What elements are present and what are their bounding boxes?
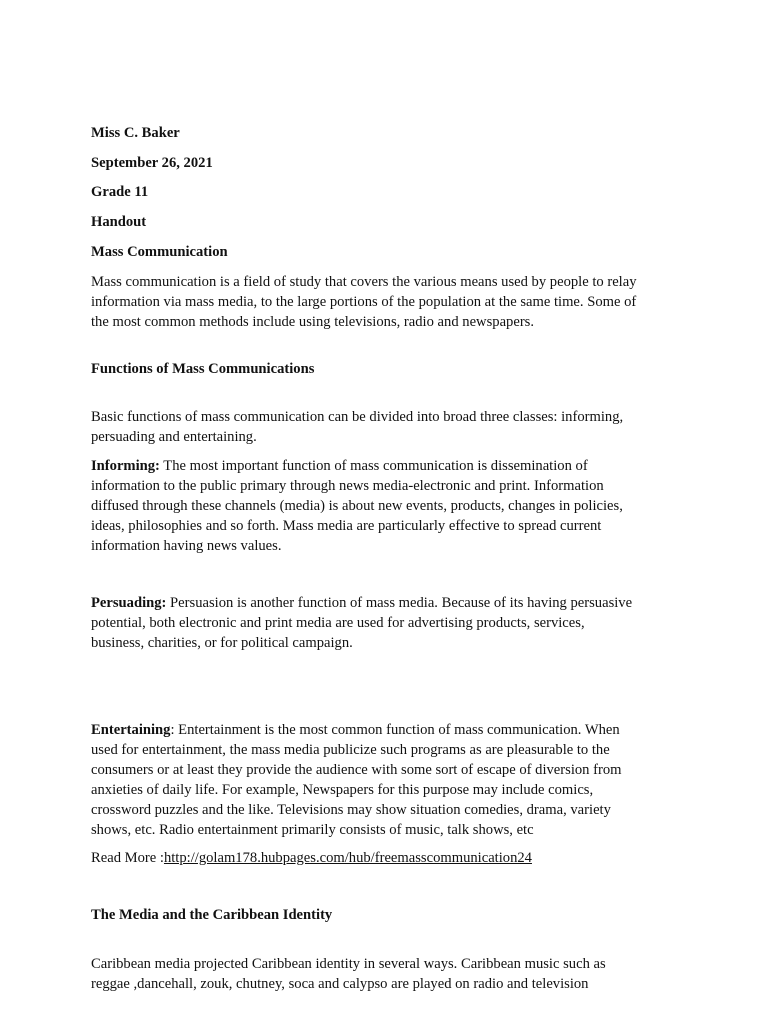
grade-level: Grade 11 (91, 184, 149, 200)
paragraph-line: persuading and entertaining. (91, 429, 257, 445)
document-type: Handout (91, 214, 147, 230)
read-more-line (91, 848, 532, 868)
paragraph-line: Basic functions of mass communication can be divided into broad three classes: informing, (91, 409, 624, 425)
paragraph-line: consumers or at least they provide the audience with some sort of escape of diversion from (91, 762, 622, 778)
handout-date: September 26, 2021 (91, 155, 213, 171)
entertaining-paragraph (91, 720, 661, 840)
paragraph-line: information having news values. (91, 538, 282, 554)
document-title: Mass Communication (91, 244, 228, 260)
paragraph-line: information to the public primary through news media-electronic and print. Information (91, 478, 604, 494)
paragraph-line: the most common methods include using televisions, radio and newspapers. (91, 314, 535, 330)
intro-paragraph (91, 272, 661, 332)
paragraph-line: The most important function of mass communication is dissemination of (159, 458, 588, 474)
entertaining-label: Entertaining (91, 722, 171, 738)
author-name: Miss C. Baker (91, 125, 180, 141)
persuading-paragraph (91, 593, 661, 653)
persuading-label: Persuading: (91, 595, 167, 611)
paragraph-line: ideas, philosophies and so forth. Mass media are particularly effective to spread current (91, 518, 602, 534)
functions-heading: Functions of Mass Communications (91, 361, 315, 377)
paragraph-line: diffused through these channels (media) is about new events, products, changes in policies, (91, 498, 623, 514)
paragraph-line: : Entertainment is the most common function of mass communication. When (170, 722, 620, 738)
paragraph-line: Mass communication is a field of study that covers the various means used by people to relay (91, 274, 637, 290)
functions-intro-paragraph (91, 407, 661, 447)
informing-paragraph (91, 456, 661, 556)
read-more-link[interactable]: http://golam178.hubpages.com/hub/freemasscommunication24 (163, 850, 532, 866)
paragraph-line: potential, both electronic and print media are used for advertising products, services, (91, 615, 585, 631)
read-more-label: Read More : (91, 850, 164, 866)
paragraph-line: used for entertainment, the mass media publicize such programs as are pleasurable to the (91, 742, 610, 758)
paragraph-line: shows, etc. Radio entertainment primarily consists of music, talk shows, etc (91, 822, 534, 838)
paragraph-line: Persuasion is another function of mass media. Because of its having persuasive (166, 595, 633, 611)
caribbean-heading: The Media and the Caribbean Identity (91, 907, 333, 923)
paragraph-line: anxieties of daily life. For example, Newspapers for this purpose may include comics, (91, 782, 594, 798)
informing-label: Informing: (91, 458, 160, 474)
paragraph-line: crossword puzzles and the like. Televisions may show situation comedies, drama, variety (91, 802, 611, 818)
paragraph-line: Caribbean media projected Caribbean identity in several ways. Caribbean music such as (91, 956, 606, 972)
caribbean-paragraph (91, 954, 661, 994)
paragraph-line: reggae ,dancehall, zouk, chutney, soca and calypso are played on radio and television (91, 976, 589, 992)
paragraph-line: business, charities, or for political campaign. (91, 635, 353, 651)
paragraph-line: information via mass media, to the large portions of the population at the same time. Some of (91, 294, 637, 310)
